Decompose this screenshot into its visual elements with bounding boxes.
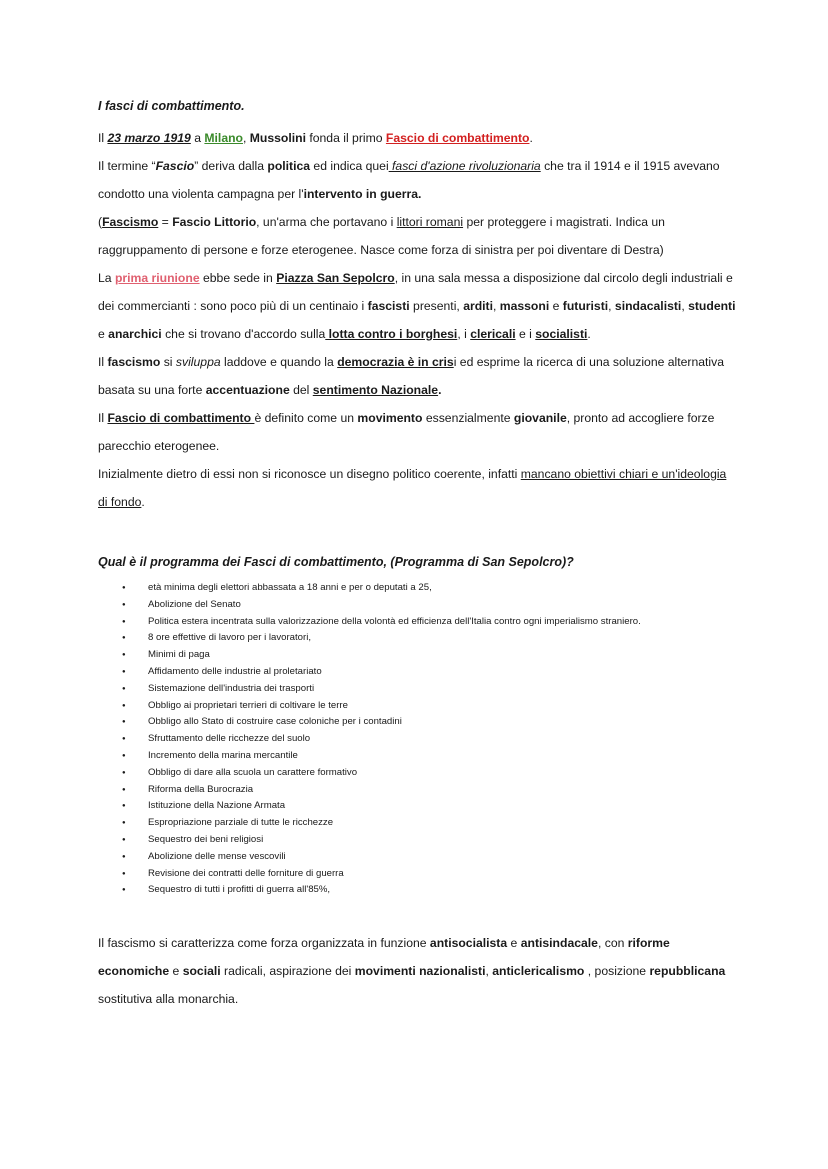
list-item: ● Istituzione della Nazione Armata — [122, 798, 738, 815]
movimento-term: movimento — [357, 411, 423, 425]
politica-term: politica — [267, 159, 311, 173]
piazza-term: Piazza San Sepolcro — [276, 271, 395, 285]
clericali-term: clericali — [470, 327, 516, 341]
list-item: ● Sfruttamento delle ricchezze del suolo — [122, 731, 738, 748]
text: del — [289, 383, 313, 397]
text: , — [608, 299, 615, 313]
text: Il — [98, 131, 108, 145]
paragraph-1 — [98, 124, 738, 152]
text: Il — [98, 411, 108, 425]
intervento-term: intervento in guerra. — [303, 187, 422, 201]
text: La — [98, 271, 115, 285]
text: , — [492, 299, 500, 313]
text: che tra il 1914 e il 1915 avevano condotto una violenta campagna per l' — [98, 159, 720, 201]
paragraph-3 — [98, 208, 738, 264]
studenti-term: studenti — [688, 299, 736, 313]
text: . — [438, 383, 442, 397]
text: sostitutiva alla monarchia. — [98, 992, 239, 1007]
text: presenti, — [409, 299, 464, 313]
text: = — [158, 215, 173, 229]
text: laddove e quando la — [220, 355, 338, 369]
paragraph-6 — [98, 404, 738, 460]
text: Inizialmente dietro di essi non si riconosce un disegno politico coerente, infatti — [98, 467, 521, 481]
text: , — [242, 131, 250, 145]
city-highlight: Milano — [204, 131, 243, 145]
lotta-term: lotta contro i borghesi — [325, 327, 458, 341]
paragraph-5 — [98, 348, 738, 404]
text: ” deriva dalla — [194, 159, 268, 173]
movimenti-term: movimenti nazionalisti — [354, 964, 486, 979]
list-item: ● 8 ore effettive di lavoro per i lavoratori, — [122, 630, 738, 647]
paragraph-4 — [98, 264, 738, 348]
text: radicali, aspirazione dei — [220, 964, 355, 979]
text: , un'arma che portavano i — [256, 215, 397, 229]
text: e — [549, 299, 563, 313]
list-item: ● Obbligo allo Stato di costruire case coloniche per i contadini — [122, 714, 738, 731]
text: ebbe sede in — [199, 271, 277, 285]
text: , con — [597, 936, 628, 951]
fasci-azione-term: fasci d'azione rivoluzionaria — [388, 159, 541, 173]
text: , pronto ad accogliere forze parecchio eterogenee. — [98, 411, 715, 453]
text: che si trovano d'accordo sulla — [161, 327, 326, 341]
program-heading: Qual è il programma dei Fasci di combattimento, (Programma di San Sepolcro)? — [98, 555, 574, 569]
list-item: ● Obbligo ai proprietari terrieri di coltivare le terre — [122, 698, 738, 715]
list-item: ● età minima degli elettori abbassata a 18 anni e per o deputati a 25, — [122, 580, 738, 597]
text: fonda il primo — [305, 131, 386, 145]
anticlericalismo-term: anticlericalismo — [492, 964, 585, 979]
text: e — [507, 936, 521, 951]
list-item: ● Espropriazione parziale di tutte le ricchezze — [122, 815, 738, 832]
program-list — [98, 580, 738, 899]
text: , — [681, 299, 689, 313]
list-item: ● Riforma della Burocrazia — [122, 782, 738, 799]
sentimento-term: sentimento Nazionale — [312, 383, 439, 397]
arditi-term: arditi — [463, 299, 493, 313]
socialisti-term: socialisti — [535, 327, 588, 341]
text: i ed esprime la ricerca di una soluzione alternativa basata su una forte — [98, 355, 725, 397]
prima-riunione-term: prima riunione — [114, 271, 200, 285]
list-item: ● Sistemazione dell'industria dei trasporti — [122, 681, 738, 698]
text: è definito come un — [254, 411, 358, 425]
list-item: ● Politica estera incentrata sulla valorizzazione della volontà ed efficienza dell'Italia contro ogni imperialismo straniero. — [122, 614, 738, 631]
text: a — [190, 131, 205, 145]
paragraph-2 — [98, 152, 738, 208]
text: Il termine “ — [98, 159, 156, 173]
list-item: ● Affidamento delle industrie al proletariato — [122, 664, 738, 681]
text: ed indica quei — [310, 159, 389, 173]
text: , — [485, 964, 493, 979]
list-item: ● Abolizione delle mense vescovili — [122, 849, 738, 866]
document-page — [98, 96, 738, 1013]
document-title: I fasci di combattimento. — [98, 99, 245, 113]
list-item: ● Obbligo di dare alla scuola un carattere formativo — [122, 765, 738, 782]
text: Il fascismo si caratterizza come forza organizzata in funzione — [98, 936, 430, 951]
text: . — [529, 131, 533, 145]
text: . — [141, 495, 145, 509]
date-highlight: 23 marzo 1919 — [107, 131, 191, 145]
fascio-highlight: Fascio di combattimento — [385, 131, 530, 145]
accentuazione-term: accentuazione — [205, 383, 290, 397]
text: essenzialmente — [422, 411, 514, 425]
fascio-term: Fascio — [155, 159, 195, 173]
text: , i — [457, 327, 471, 341]
list-item: ● Minimi di paga — [122, 647, 738, 664]
text: ( — [98, 215, 103, 229]
sviluppa-term: sviluppa — [175, 355, 221, 369]
fascismo-term: Fascismo — [102, 215, 159, 229]
mancano-term: mancano obiettivi chiari e un'ideologia di fondo — [98, 467, 727, 509]
anarchici-term: anarchici — [108, 327, 162, 341]
text: e — [98, 327, 109, 341]
text: , posizione — [584, 964, 650, 979]
text: si — [160, 355, 176, 369]
text: . — [587, 327, 591, 341]
antisocialista-term: antisocialista — [429, 936, 508, 951]
riforme-term: riforme economiche — [98, 936, 670, 979]
list-item: ● Incremento della marina mercantile — [122, 748, 738, 765]
sindacalisti-term: sindacalisti — [614, 299, 682, 313]
democrazia-term: democrazia è in cris — [337, 355, 454, 369]
text: , in una sala messa a disposizione dal circolo degli industriali e dei commercianti : sono poco più di un centinaio i — [98, 271, 733, 313]
futuristi-term: futuristi — [562, 299, 609, 313]
fascio-littorio-term: Fascio Littorio — [172, 215, 257, 229]
paragraph-8 — [98, 929, 738, 1013]
list-item: ● Abolizione del Senato — [122, 597, 738, 614]
sociali-term: sociali — [182, 964, 221, 979]
massoni-term: massoni — [499, 299, 550, 313]
text: per proteggere i magistrati. Indica un raggruppamento di persone e forze eterogenee. Nasce come forza di sinistra per poi diventare di Destra) — [98, 215, 665, 257]
text: e — [169, 964, 183, 979]
list-item: ● Sequestro di tutti i profitti di guerra all'85%, — [122, 882, 738, 899]
fascisti-term: fascisti — [367, 299, 410, 313]
littori-term: littori romani — [396, 215, 464, 229]
giovanile-term: giovanile — [513, 411, 567, 425]
repubblicana-term: repubblicana — [649, 964, 726, 979]
text: e i — [515, 327, 536, 341]
list-item: ● Sequestro dei beni religiosi — [122, 832, 738, 849]
antisindacale-term: antisindacale — [520, 936, 598, 951]
fascio-term: Fascio di combattimento — [107, 411, 255, 425]
fascismo-term: fascismo — [107, 355, 161, 369]
person-highlight: Mussolini — [249, 131, 306, 145]
paragraph-7 — [98, 460, 738, 516]
text: Il — [98, 355, 108, 369]
list-item: ● Revisione dei contratti delle forniture di guerra — [122, 866, 738, 883]
